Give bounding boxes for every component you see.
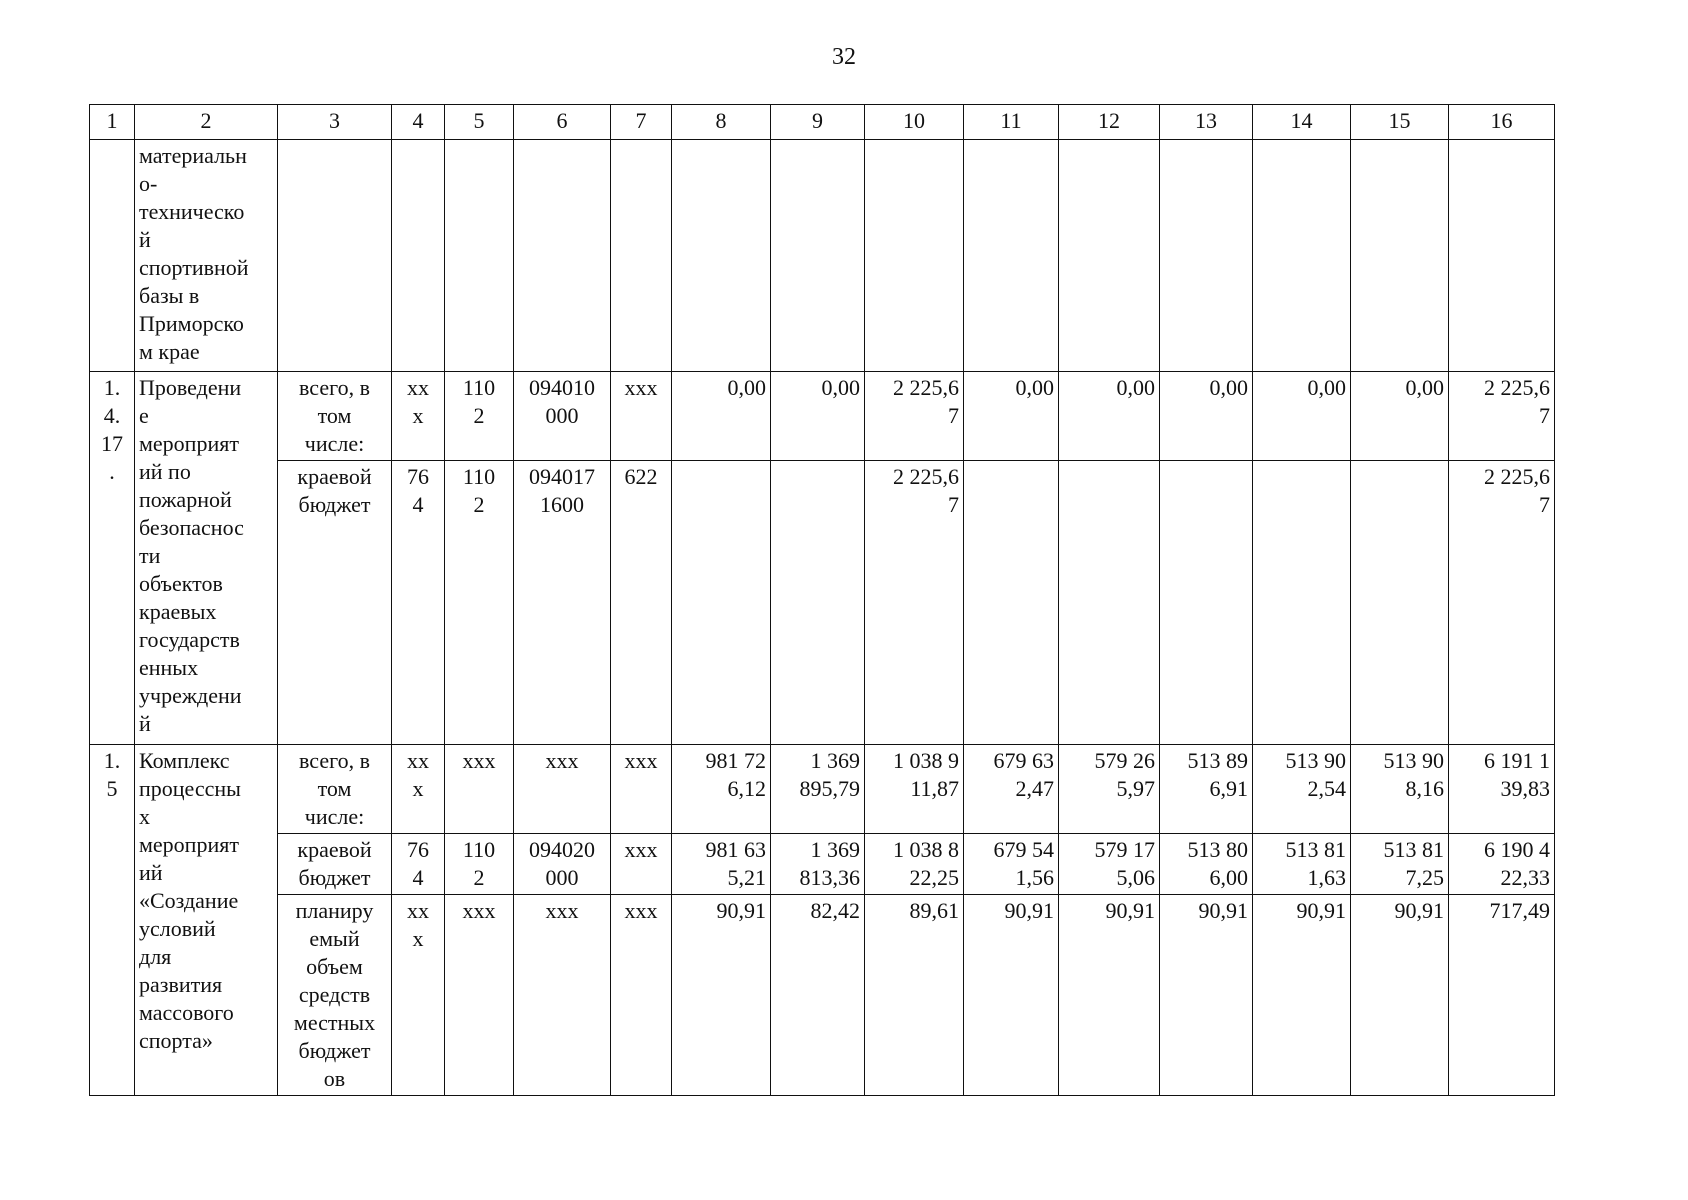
source-cell: краевой бюджет bbox=[278, 834, 392, 895]
value-cell: 0,00 bbox=[771, 372, 865, 461]
value-cell: 981 63 5,21 bbox=[672, 834, 771, 895]
header-cell: 12 bbox=[1059, 105, 1160, 140]
code-cell: 76 4 bbox=[392, 461, 445, 745]
code-cell: ххх bbox=[514, 745, 611, 834]
item-name-cell: материальн о- техническо й спортивной базы в Приморско м крае bbox=[135, 140, 278, 372]
source-cell: краевой бюджет bbox=[278, 461, 392, 745]
code-cell: 110 2 bbox=[445, 834, 514, 895]
value-cell: 1 038 9 11,87 bbox=[865, 745, 964, 834]
code-cell: ххх bbox=[445, 895, 514, 1096]
value-cell: 2 225,6 7 bbox=[865, 372, 964, 461]
source-cell: планиру емый объем средств местных бюджет ов bbox=[278, 895, 392, 1096]
source-cell: всего, в том числе: bbox=[278, 745, 392, 834]
value-cell: 90,91 bbox=[1253, 895, 1351, 1096]
value-cell: 90,91 bbox=[672, 895, 771, 1096]
value-cell: 1 369 895,79 bbox=[771, 745, 865, 834]
value-cell: 579 26 5,97 bbox=[1059, 745, 1160, 834]
value-cell: 717,49 bbox=[1449, 895, 1555, 1096]
empty-cell bbox=[964, 140, 1059, 372]
value-cell bbox=[771, 461, 865, 745]
code-cell: 110 2 bbox=[445, 372, 514, 461]
item-number-cell: 1. 5 bbox=[90, 745, 135, 1096]
value-cell: 513 81 7,25 bbox=[1351, 834, 1449, 895]
value-cell: 513 90 8,16 bbox=[1351, 745, 1449, 834]
value-cell: 6 190 4 22,33 bbox=[1449, 834, 1555, 895]
header-cell: 5 bbox=[445, 105, 514, 140]
empty-cell bbox=[1160, 140, 1253, 372]
value-cell bbox=[1351, 461, 1449, 745]
value-cell: 0,00 bbox=[1253, 372, 1351, 461]
item-name-cell: Проведени е мероприят ий по пожарной безопаснос ти объектов краевых государств енных учреждени й bbox=[135, 372, 278, 745]
header-cell: 15 bbox=[1351, 105, 1449, 140]
value-cell: 0,00 bbox=[964, 372, 1059, 461]
header-cell: 3 bbox=[278, 105, 392, 140]
code-cell: 094020 000 bbox=[514, 834, 611, 895]
value-cell: 981 72 6,12 bbox=[672, 745, 771, 834]
value-cell: 1 038 8 22,25 bbox=[865, 834, 964, 895]
code-cell: 76 4 bbox=[392, 834, 445, 895]
value-cell: 2 225,6 7 bbox=[1449, 372, 1555, 461]
value-cell: 6 191 1 39,83 bbox=[1449, 745, 1555, 834]
code-cell: ххх bbox=[611, 745, 672, 834]
value-cell: 0,00 bbox=[1351, 372, 1449, 461]
header-cell: 8 bbox=[672, 105, 771, 140]
code-cell: хх х bbox=[392, 372, 445, 461]
empty-cell bbox=[1449, 140, 1555, 372]
value-cell: 579 17 5,06 bbox=[1059, 834, 1160, 895]
code-cell: 622 bbox=[611, 461, 672, 745]
value-cell: 90,91 bbox=[964, 895, 1059, 1096]
page-number: 32 bbox=[832, 44, 856, 70]
code-cell: ххх bbox=[611, 834, 672, 895]
value-cell: 2 225,6 7 bbox=[865, 461, 964, 745]
empty-cell bbox=[672, 140, 771, 372]
value-cell: 82,42 bbox=[771, 895, 865, 1096]
source-cell: всего, в том числе: bbox=[278, 372, 392, 461]
continuation-row bbox=[90, 140, 1555, 372]
empty-cell bbox=[865, 140, 964, 372]
empty-cell bbox=[771, 140, 865, 372]
value-cell bbox=[1059, 461, 1160, 745]
header-cell: 13 bbox=[1160, 105, 1253, 140]
value-cell: 90,91 bbox=[1351, 895, 1449, 1096]
header-cell: 16 bbox=[1449, 105, 1555, 140]
value-cell bbox=[1253, 461, 1351, 745]
empty-cell bbox=[1059, 140, 1160, 372]
budget-table bbox=[89, 104, 1555, 1096]
table-row bbox=[90, 834, 1555, 895]
value-cell: 90,91 bbox=[1059, 895, 1160, 1096]
code-cell: 094010 000 bbox=[514, 372, 611, 461]
header-cell: 6 bbox=[514, 105, 611, 140]
value-cell: 1 369 813,36 bbox=[771, 834, 865, 895]
value-cell: 0,00 bbox=[1059, 372, 1160, 461]
table-row bbox=[90, 461, 1555, 745]
value-cell: 679 63 2,47 bbox=[964, 745, 1059, 834]
header-cell: 10 bbox=[865, 105, 964, 140]
header-cell: 14 bbox=[1253, 105, 1351, 140]
table-row bbox=[90, 895, 1555, 1096]
value-cell bbox=[964, 461, 1059, 745]
header-cell: 7 bbox=[611, 105, 672, 140]
value-cell: 2 225,6 7 bbox=[1449, 461, 1555, 745]
empty-cell bbox=[611, 140, 672, 372]
header-cell: 11 bbox=[964, 105, 1059, 140]
value-cell: 513 89 6,91 bbox=[1160, 745, 1253, 834]
value-cell: 0,00 bbox=[672, 372, 771, 461]
header-cell: 4 bbox=[392, 105, 445, 140]
code-cell: 110 2 bbox=[445, 461, 514, 745]
empty-cell bbox=[278, 140, 392, 372]
value-cell: 90,91 bbox=[1160, 895, 1253, 1096]
table-row bbox=[90, 372, 1555, 461]
code-cell: ххх bbox=[611, 895, 672, 1096]
value-cell: 679 54 1,56 bbox=[964, 834, 1059, 895]
value-cell: 89,61 bbox=[865, 895, 964, 1096]
empty-cell bbox=[1351, 140, 1449, 372]
value-cell: 513 80 6,00 bbox=[1160, 834, 1253, 895]
item-number-cell bbox=[90, 140, 135, 372]
value-cell bbox=[672, 461, 771, 745]
value-cell: 0,00 bbox=[1160, 372, 1253, 461]
empty-cell bbox=[1253, 140, 1351, 372]
table-row bbox=[90, 745, 1555, 834]
value-cell: 513 81 1,63 bbox=[1253, 834, 1351, 895]
item-number-cell: 1. 4. 17 . bbox=[90, 372, 135, 745]
header-cell: 1 bbox=[90, 105, 135, 140]
header-cell: 9 bbox=[771, 105, 865, 140]
code-cell: ххх bbox=[514, 895, 611, 1096]
item-name-cell: Комплекс процессны х мероприят ий «Создание условий для развития массового спорта» bbox=[135, 745, 278, 1096]
empty-cell bbox=[514, 140, 611, 372]
value-cell bbox=[1160, 461, 1253, 745]
header-cell: 2 bbox=[135, 105, 278, 140]
code-cell: 094017 1600 bbox=[514, 461, 611, 745]
code-cell: ххх bbox=[445, 745, 514, 834]
empty-cell bbox=[392, 140, 445, 372]
code-cell: ххх bbox=[611, 372, 672, 461]
code-cell: хх х bbox=[392, 895, 445, 1096]
header-row bbox=[90, 105, 1555, 140]
empty-cell bbox=[445, 140, 514, 372]
value-cell: 513 90 2,54 bbox=[1253, 745, 1351, 834]
code-cell: хх х bbox=[392, 745, 445, 834]
